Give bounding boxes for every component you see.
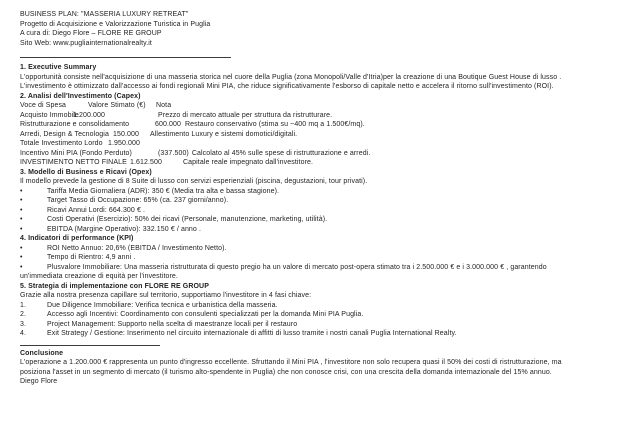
capex-value: 1.950.000: [108, 140, 141, 147]
capex-row-totale: [20, 139, 614, 149]
opex-bullet-occupazione: [20, 196, 614, 206]
capex-label: INVESTIMENTO NETTO FINALE: [20, 159, 127, 166]
section-5-heading: 5. Strategia di implementazione con FLORE RE GROUP: [20, 282, 209, 290]
bullet-icon: •: [20, 206, 23, 214]
bullet-text: Tariffa Media Giornaliera (ADR): 350 € (Media tra alta e bassa stagione).: [47, 187, 280, 195]
strategia-item-exit-strategy: [20, 329, 614, 339]
capex-note: Prezzo di mercato attuale per struttura da ristrutturare.: [158, 111, 333, 119]
separator-line-bottom: [20, 345, 160, 346]
capex-note: Calcolato al 45% sulle spese di ristrutturazione e arredi.: [191, 149, 371, 157]
bullet-icon: •: [20, 187, 23, 195]
strategia-item-incentivi: [20, 310, 614, 320]
capex-col-valore: Valore Stimato (€): [88, 102, 146, 109]
item-number: 1.: [20, 301, 27, 309]
kpi-plusvalore-continuation: un'immediata creazione di equità per l'investitore.: [20, 273, 178, 280]
exec-summary-line-1: L'opportunità consiste nell'acquisizione di una masseria storica nel cuore della Puglia (zona Monopoli/Valle d'Itria)per la creazione di una Boutique Guest House di lusso .: [20, 73, 562, 81]
capex-row-ristrutturazione: [20, 120, 614, 130]
strategia-item-project-management: [20, 320, 614, 330]
bullet-icon: •: [20, 244, 23, 252]
capex-label: Ristrutturazione e consolidamento: [20, 121, 130, 128]
kpi-bullet-rientro: [20, 253, 614, 263]
bullet-text: Tempo di Rientro: 4,9 anni .: [47, 254, 136, 261]
doc-website: Sito Web: www.pugliainternationalrealty.it: [20, 39, 152, 47]
bullet-text: Costi Operativi (Esercizio): 50% dei ricavi (Personale, manutenzione, marketing, utilità).: [47, 216, 328, 223]
opex-bullet-ebitda: [20, 225, 614, 235]
strategia-item-due-diligence: [20, 301, 614, 311]
opex-bullet-costi: [20, 215, 614, 225]
bullet-icon: •: [20, 263, 23, 271]
exec-summary-line-2: L'investimento è ottimizzato dall'accesso ai fondi regionali Mini PIA, che riduce significativamente l'esborso di capitale netto e accelera il ritorno sull'investimento (ROI).: [20, 83, 554, 90]
capex-note: Restauro conservativo (stima su ~400 mq a 1.500€/mq).: [185, 121, 365, 128]
signature: Diego Flore: [20, 378, 58, 385]
conclusion-line-2: posiziona l'asset in un segmento di mercato (il turismo alto-spendente in Puglia) che non conosce crisi, con una crescita della domanda internazionale del 15% annuo.: [20, 368, 552, 376]
capex-value: 600.000: [155, 121, 182, 128]
capex-header-row: [20, 101, 614, 111]
capex-value: (337.500): [158, 149, 189, 157]
kpi-bullet-roi: [20, 244, 614, 254]
item-number: 3.: [20, 320, 27, 328]
capex-note: Capitale reale impegnato dall'investitore.: [183, 159, 314, 166]
opex-bullet-adr: [20, 187, 614, 197]
opex-intro: Il modello prevede la gestione di 8 Suite di lusso con servizi esperienziali (piscina, degustazioni, tour privati).: [20, 178, 368, 185]
bullet-text: ROI Netto Annuo: 20,6% (EBITDA / Investimento Netto).: [47, 244, 227, 252]
capex-row-incentivo: [20, 149, 614, 159]
capex-col-voce: Voce di Spesa: [20, 102, 67, 109]
bullet-text: Target Tasso di Occupazione: 65% (ca. 237 giorni/anno).: [47, 197, 229, 204]
conclusion-heading: Conclusione: [20, 349, 64, 357]
item-text: Accesso agli Incentivi: Coordinamento con consulenti specializzati per la domanda Mini PIA Puglia.: [47, 311, 364, 318]
bullet-icon: •: [20, 197, 23, 204]
capex-label: Totale Investimento Lordo: [20, 140, 103, 147]
separator-line-top: [20, 57, 231, 58]
capex-row-acquisto: [20, 111, 614, 121]
section-1-heading: 1. Executive Summary: [20, 64, 97, 71]
bullet-text: Plusvalore Immobiliare: Una masseria ristrutturata di questo pregio ha un valore di mercato post-opera stimato tra i 2.500.000 € e i 3.000.000 € , garantendo: [47, 263, 547, 271]
doc-title: BUSINESS PLAN: "MASSERIA LUXURY RETREAT": [20, 11, 189, 18]
capex-value: 150.000: [113, 130, 140, 138]
doc-subtitle: Progetto di Acquisizione e Valorizzazione Turistica in Puglia: [20, 20, 211, 28]
capex-label: Acquisto Immobile: [20, 111, 79, 119]
item-text: Project Management: Supporto nella scelta di maestranze locali per il restauro: [47, 320, 298, 328]
section-3-heading: 3. Modello di Business e Ricavi (Opex): [20, 168, 152, 176]
bullet-icon: •: [20, 216, 23, 223]
bullet-icon: •: [20, 225, 23, 233]
doc-author: A cura di: Diego Flore – FLORE RE GROUP: [20, 30, 162, 37]
kpi-bullet-plusvalore: [20, 263, 614, 273]
capex-label: Incentivo Mini PIA (Fondo Perduto): [20, 149, 132, 157]
strategia-intro: Grazie alla nostra presenza capillare sul territorio, supportiamo l'investitore in 4 fasi chiave:: [20, 292, 312, 299]
capex-note: Allestimento Luxury e sistemi domotici/digitali.: [150, 130, 298, 138]
item-number: 4.: [20, 330, 27, 337]
capex-row-arredi: [20, 130, 614, 140]
section-2-heading: 2. Analisi dell'Investimento (Capex): [20, 92, 141, 100]
bullet-text: Ricavi Annui Lordi: 664.300 € .: [47, 206, 146, 214]
item-text: Due Diligence Immobiliare: Verifica tecnica e urbanistica della masseria.: [47, 301, 278, 309]
section-4-heading: 4. Indicatori di performance (KPI): [20, 235, 134, 242]
item-number: 2.: [20, 311, 27, 318]
opex-bullet-ricavi: [20, 206, 614, 216]
capex-value: 1.612.500: [130, 159, 163, 166]
conclusion-line-1: L'operazione a 1.200.000 € rappresenta un punto d'ingresso eccellente. Sfruttando il Mini PIA , l'investitore non solo recupera quasi il 50% dei costi di ristrutturazione, ma: [20, 359, 562, 366]
bullet-text: EBITDA (Margine Operativo): 332.150 € / anno .: [47, 225, 202, 233]
item-text: Exit Strategy / Gestione: Inserimento nel circuito internazionale di affitti di lusso tramite i nostri canali Puglia International Realty.: [47, 330, 457, 337]
capex-label: Arredi, Design & Tecnologia: [20, 130, 109, 138]
capex-value: 1.200.000: [73, 111, 106, 119]
capex-col-nota: Nota: [156, 102, 172, 109]
bullet-icon: •: [20, 254, 23, 261]
capex-row-netto-finale: [20, 158, 614, 168]
